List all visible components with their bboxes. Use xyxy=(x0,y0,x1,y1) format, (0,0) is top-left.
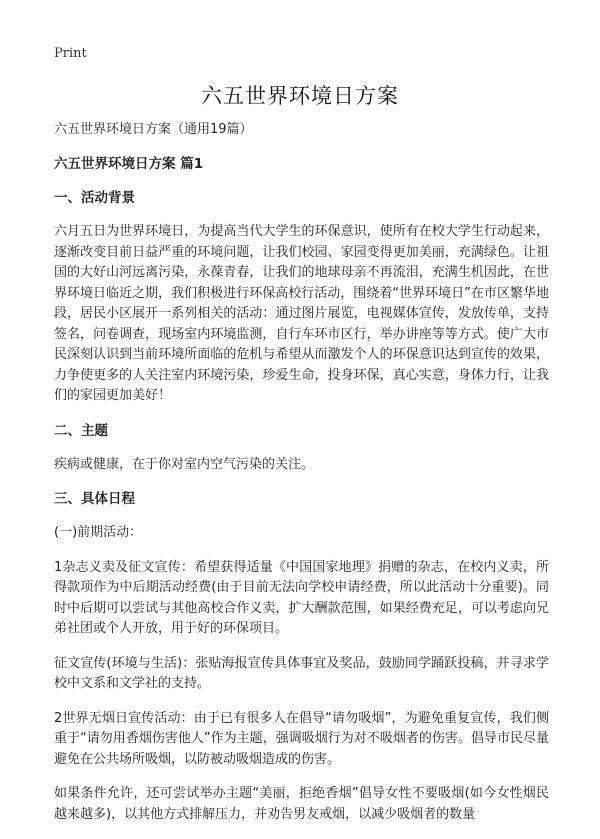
paragraph: 2世界无烟日宣传活动：由于已有很多人在倡导“请勿吸烟”，为避免重复宣传，我们侧重于“请勿用香烟伤害他人”作为主题，强调吸烟行为对不吸烟者的伤害。倡导市民尽量避免在公共场所吸烟，以防被动吸烟造成的伤害。 xyxy=(54,710,549,767)
paragraph: 六月五日为世界环境日，为提高当代大学生的环保意识，使所有在校大学生行动起来，逐渐改变目前日益严重的环境问题，让我们校园、家园变得更加美丽，充满绿色。让祖国的大好山河远离污染，永葆青春，让我们的地球母亲不再流泪，充满生机因此，在世界环境日临近之期，我们积极进行环保高校行活动，围绕着“世界环境日”在市区繁华地段，居民小区展开一系列相关的活动：通过图片展览，电视媒体宣传，发放传单，支持签名，问卷调查，现场室内环境监测，自行车环市区行，举办讲座等等方式。使广大市民深刻认识到当前环境所面临的危机与希望从而激发个人的环保意识达到宣传的效果，力争使更多的人关注室内环境污染，珍爱生命，投身环保，真心实意，身体力行，让我们的家园更加美好！ xyxy=(54,224,549,403)
section-heading-theme: 二、主题 xyxy=(54,422,108,439)
print-link[interactable]: Print xyxy=(54,46,87,61)
document-body xyxy=(54,120,549,839)
section-heading-schedule: 三、具体日程 xyxy=(54,491,135,507)
paragraph: 疾病或健康，在于你对室内空气污染的关注。 xyxy=(54,456,315,472)
document-subtitle: 六五世界环境日方案（通用19篇） xyxy=(54,122,253,137)
section-heading-background: 一、活动背景 xyxy=(54,190,135,206)
paragraph: (一)前期活动： xyxy=(54,525,143,540)
paragraph: 征文宣传(环境与生活)：张贴海报宣传具体事宜及奖品，鼓励同学踊跃投稿，并寻求学校中文系和文学社的支持。 xyxy=(54,655,549,691)
paragraph: 如果条件允许，还可尝试举办主题“美丽，拒绝香烟”倡导女性不要吸烟(如今女性烟民越来越多)，以其他方式排解压力，并劝告男友戒烟，以减少吸烟者的数量 xyxy=(54,786,549,822)
page-title: 六五世界环境日方案 xyxy=(201,84,399,108)
paragraph: 1杂志义卖及征文宣传：希望获得适量《中国国家地理》捐赠的杂志，在校内义卖，所得款项作为中后期活动经费(由于目前无法向学校申请经费，所以此活动十分重要)。同时中后期可以尝试与其他高校合作义卖，扩大酬款范围，如果经费充足，可以考虑向兄弟社团或个人开放，用于好的环保项目。 xyxy=(54,559,549,636)
article-heading: 六五世界环境日方案 篇1 xyxy=(54,156,204,172)
